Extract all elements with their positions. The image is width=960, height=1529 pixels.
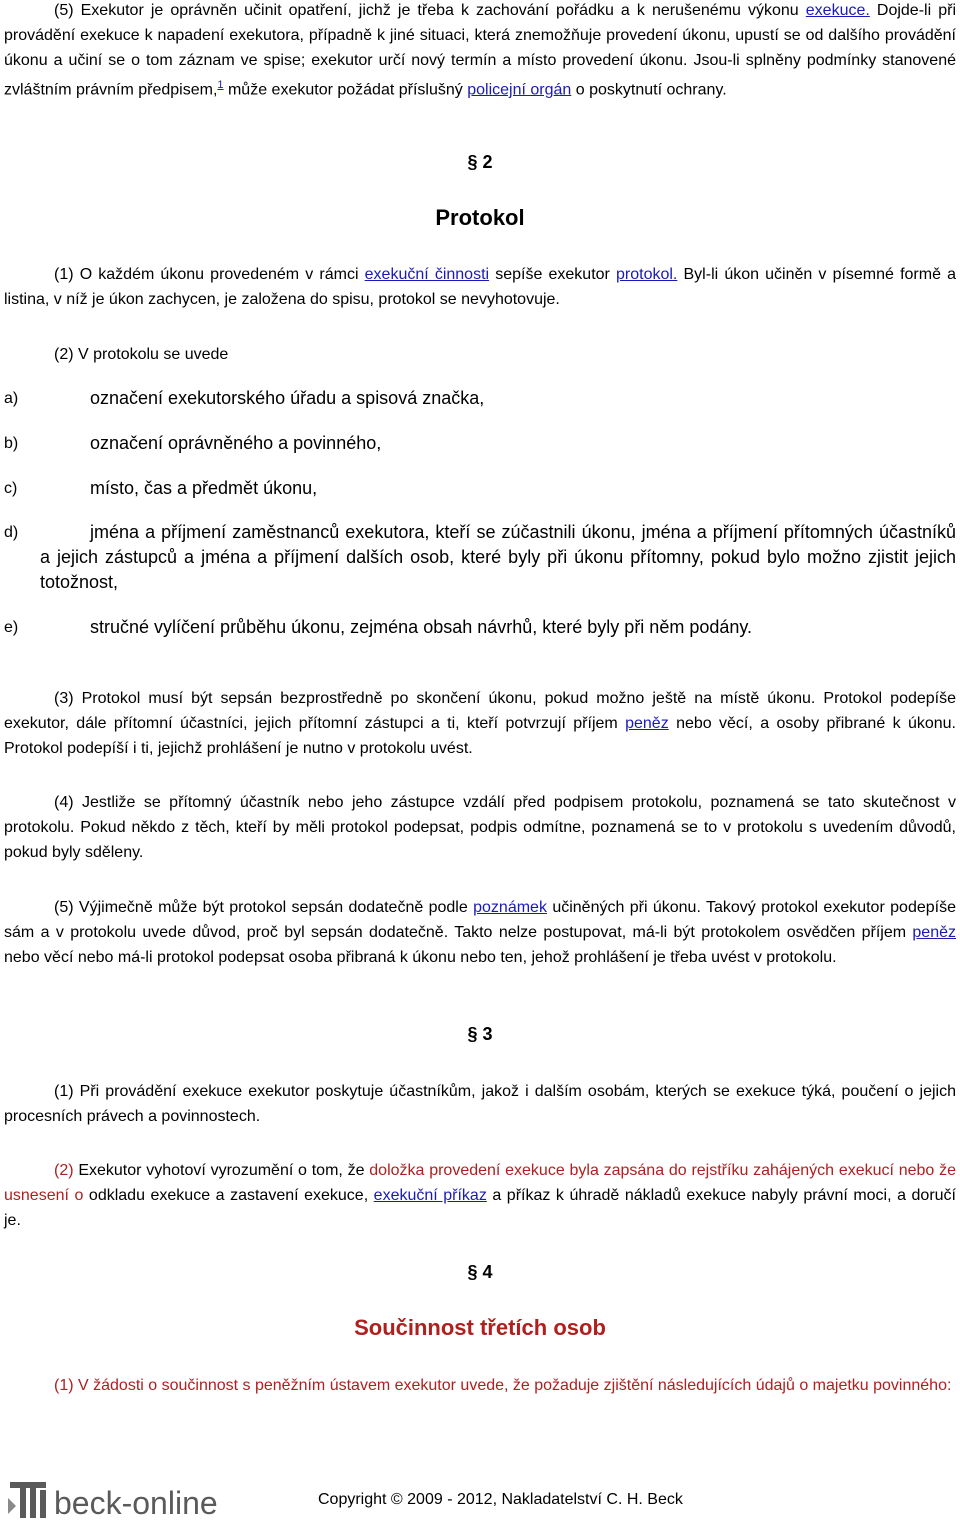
list-text: jména a příjmení zaměstnanců exekutora, kteří se zúčastnili úkonu, jména a příjmení přítomných účastníků a jejich zástupců a jména a příjmení dalších osob, které byly při úkonu přítomny, pokud bylo možno zjistit jejich totožnost, [40, 522, 956, 592]
paragraph-2-1: (1) O každém úkonu provedeném v rámci exekuční činnosti sepíše exekutor protokol. Byl-li úkon učiněn v písemné formě a listina, v níž je úkon zachycen, je založena do spisu, protokol se nevyhotovuje. [4, 266, 957, 308]
list-item-c [4, 476, 956, 501]
link-poznamek[interactable]: poznámek [473, 899, 547, 916]
list-letter: a) [4, 390, 19, 407]
paragraph-2-4: (4) Jestliže se přítomný účastník nebo jeho zástupce vzdálí před podpisem protokolu, poznamená se tato skutečnost v protokolu. Pokud někdo z těch, kteří by měli protokol podepsat, podpis odmítne, poznamená se to v protokolu s uvedením důvodů, pokud byly sděleny. [4, 794, 956, 861]
link-exekucni-cinnost[interactable]: exekuční činnosti [364, 266, 490, 283]
section-title-soucinnost: Součinnost třetích osob [354, 1315, 606, 1340]
section-sign-2: § 2 [467, 152, 493, 172]
list-text: označení exekutorského úřadu a spisová značka, [90, 388, 485, 408]
list-letter: e) [4, 619, 19, 636]
beck-logo-icon [6, 1476, 256, 1524]
list-item-a [4, 386, 956, 411]
link-penez[interactable]: peněz [625, 715, 669, 732]
section-title-protokol: Protokol [435, 205, 525, 230]
link-penez-2[interactable]: peněz [912, 924, 956, 941]
paragraph-2-3: (3) Protokol musí být sepsán bezprostředně po skončení úkonu, pokud možno ještě na místě úkonu. Protokol podepíše exekutor, dále přítomní účastníci, jejich přítomní zástupci a ti, kteří potvrzují příjem peněz nebo věcí, a osoby přibrané k úkonu. Protokol podepíší i ti, jejichž prohlášení je nutno v protokolu uvést. [4, 690, 956, 757]
list-item-b [4, 431, 956, 456]
footnote-ref-1[interactable]: 1 [217, 79, 224, 91]
link-exekucni-prikaz[interactable]: exekuční příkaz [373, 1187, 487, 1204]
paragraph-5-enforcement: (5) Exekutor je oprávněn učinit opatření, jichž je třeba k zachování pořádku a k nerušenému výkonu exekuce. Dojde-li při provádění exekuce k napadení exekutora, případně k jiné situaci, která znemožňuje provedení úkonu, upustí se od dalšího provádění úkonu a učiní se o tom záznam ve spise; exekutor určí nový termín a místo provedení úkonu. Jsou-li splněny podmínky stanovené zvláštním právním předpisem,$^1$ může exekutor požádat příslušný policejní orgán o poskytnutí ochrany. [4, 2, 956, 99]
beck-online-logo [6, 1476, 256, 1524]
list-item-e [4, 615, 956, 640]
paragraph-4-1: (1) V žádosti o součinnost s peněžním ústavem exekutor uvede, že požaduje zjištění následujících údajů o majetku povinného: [54, 1377, 952, 1394]
section-sign-4: § 4 [467, 1262, 493, 1282]
list-text: místo, čas a předmět úkonu, [90, 478, 318, 498]
paragraph-3-2: (2) Exekutor vyhotoví vyrozumění o tom, že doložka provedení exekuce byla zapsána do rejstříku zahájených exekucí nebo že usnesení o odkladu exekuce a zastavení exekuce, exekuční příkaz a příkaz k úhradě nákladů exekuce nabyly právní moci, a doručí je. [4, 1162, 956, 1229]
link-exekuce[interactable]: exekuce. [805, 2, 870, 19]
list-letter: b) [4, 435, 19, 452]
paragraph-2-5: (5) Výjimečně může být protokol sepsán dodatečně podle poznámek učiněných při úkonu. Takový protokol exekutor podepíše sám a v protokolu uvede důvod, proč byl sepsán dodatečně. Takto nelze postupovat, má-li být protokolem osvědčen příjem peněz nebo věcí nebo má-li protokol podepsat osoba přibraná k úkonu nebo ten, jehož prohlášení je třeba uvést v protokolu. [4, 899, 956, 966]
svg-text:beck-online: beck-online [54, 1485, 218, 1521]
footer-copyright: Copyright © 2009 - 2012, Nakladatelství C. H. Beck [318, 1491, 683, 1508]
link-protokol[interactable]: protokol. [616, 266, 678, 283]
paragraph-2-2: (2) V protokolu se uvede [54, 346, 229, 363]
list-text: stručné vylíčení průběhu úkonu, zejména obsah návrhů, které byly při něm podány. [90, 617, 753, 637]
list-text: označení oprávněného a povinného, [90, 433, 382, 453]
list-item-d [4, 520, 956, 595]
section-sign-3: § 3 [467, 1024, 493, 1044]
link-policejni-organ[interactable]: policejní orgán [467, 81, 572, 99]
list-letter: c) [4, 480, 18, 497]
list-letter: d) [4, 524, 19, 541]
paragraph-3-1: (1) Při provádění exekuce exekutor poskytuje účastníkům, jakož i dalším osobám, kterých se exekuce týká, poučení o jejich procesních právech a povinnostech. [4, 1083, 956, 1125]
